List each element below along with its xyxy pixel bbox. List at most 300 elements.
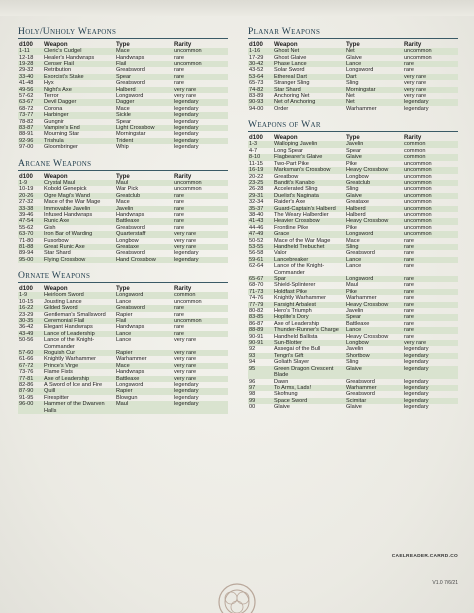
d100-cell: 91-95	[19, 394, 34, 401]
weapon-cell: Star Shard	[273, 87, 345, 93]
d100-cell: 94	[249, 359, 256, 366]
type-cell: Greatsword	[346, 378, 375, 385]
d100-cell: 83-89	[249, 93, 264, 100]
right-column	[248, 26, 458, 418]
table-row	[248, 391, 458, 397]
d100-cell: 81-88	[18, 244, 43, 250]
planar-section	[248, 26, 458, 112]
weapon-cell: Guard-Captain's Halberd	[273, 206, 345, 212]
d100-cell: 17-29	[249, 54, 264, 61]
type-cell: Heavy Crossbow	[345, 302, 403, 308]
type-cell: Glaive	[346, 54, 362, 61]
type-cell: Mace	[116, 105, 130, 112]
weapon-cell: Accelerated Sling	[274, 186, 318, 193]
rarity-cell: uncommon	[404, 211, 432, 218]
d100-cell: 1-11	[18, 48, 43, 54]
rarity-cell: rare	[174, 80, 184, 87]
weapon-cell: Runic Axe	[43, 218, 115, 224]
rarity-cell: uncommon	[174, 298, 202, 305]
table-row	[248, 206, 458, 212]
weapon-cell: Hammer of the Dwarven Halls	[43, 401, 115, 414]
weapon-cell: Handheld Ballista	[274, 333, 318, 340]
type-cell: Net	[346, 93, 355, 100]
type-cell: Heavy Crossbow	[345, 218, 403, 224]
d100-cell: 90-93	[248, 99, 273, 105]
type-cell: Greatsword	[116, 80, 145, 87]
d100-cell: 95-00	[18, 257, 43, 263]
weapon-cell: Long Spear	[274, 147, 303, 154]
column-header-d100: d100	[19, 41, 33, 48]
rarity-cell: uncommon	[404, 224, 432, 231]
d100-cell: 10-19	[19, 186, 34, 193]
arcane-table	[18, 173, 228, 263]
rarity-cell: legendary	[403, 398, 458, 404]
weapon-cell: Raider's Axe	[274, 199, 306, 206]
table-row	[18, 48, 228, 54]
table-row	[248, 99, 458, 105]
d100-cell: 99	[248, 398, 273, 404]
type-cell: Handwraps	[116, 211, 145, 218]
type-cell: Warhammer	[346, 105, 377, 112]
rarity-cell: uncommon	[403, 231, 458, 237]
d100-cell: 83-87	[18, 125, 43, 131]
weapon-cell: Green Dragon Crescent Blade	[273, 366, 345, 379]
rarity-cell: rare	[174, 211, 184, 218]
column-header-type: Type	[116, 172, 130, 180]
type-cell: Maul	[346, 282, 359, 289]
rarity-cell: rare	[403, 289, 458, 295]
rarity-cell: very rare	[173, 350, 228, 356]
weapon-cell: Jousting Lance	[44, 298, 82, 305]
d100-cell: 74-82	[248, 87, 273, 93]
section-title: Weapons of War	[248, 119, 458, 132]
weapon-cell: Knightly Warhammer	[44, 356, 97, 363]
weapon-cell: Trishula	[43, 138, 115, 144]
d100-cell: 80-82	[249, 308, 264, 315]
d100-cell: 30-35	[18, 318, 43, 324]
column-header-d100: d100	[19, 172, 33, 180]
d100-cell: 41-43	[248, 218, 273, 224]
rarity-cell: rare	[173, 305, 228, 311]
rarity-cell: very rare	[173, 231, 228, 237]
rarity-cell: legendary	[174, 394, 199, 401]
weapon-cell: Harbinger	[43, 112, 115, 118]
weapon-cell: Censer Flail	[43, 61, 115, 67]
weapon-cell: Ceremonial Flail	[43, 318, 115, 324]
rarity-cell: legendary	[404, 391, 429, 398]
column-header-rarity: Rarity	[404, 41, 422, 48]
table-row	[248, 263, 458, 276]
table-row	[248, 404, 458, 410]
d100-cell: 95	[248, 366, 273, 379]
weapon-cell: Vampire's End	[43, 125, 115, 131]
holy-unholy-table	[18, 41, 228, 151]
table-row	[18, 250, 228, 256]
column-header-weapon: Weapon	[44, 285, 68, 293]
column-header-rarity: Rarity	[174, 172, 192, 180]
rarity-cell: rare	[403, 257, 458, 263]
weapon-cell: Exorcist's Stake	[43, 74, 115, 80]
type-cell: Greatclub	[115, 193, 173, 199]
d100-cell: 53-55	[248, 244, 273, 250]
type-cell: Greatclub	[345, 180, 403, 186]
d100-cell: 35-37	[248, 206, 273, 212]
weapon-cell: Marksman's Crossbow	[273, 167, 345, 173]
planar-table	[248, 41, 458, 112]
type-cell: Shortbow	[345, 353, 403, 359]
column-header-d100: d100	[249, 134, 263, 142]
rarity-cell: uncommon	[403, 180, 458, 186]
d100-cell: 57-62	[19, 93, 34, 100]
rarity-cell: legendary	[403, 366, 458, 379]
d100-cell: 65-67	[248, 276, 273, 282]
weapon-cell: Infused Handwraps	[44, 211, 93, 218]
weapon-cell: Gilded Sword	[43, 305, 115, 311]
weapon-cell: Mace of the War Mage	[44, 199, 101, 206]
top-decorative-band	[0, 0, 474, 16]
rarity-cell: uncommon	[173, 180, 228, 186]
weapon-cell: Fusorbow	[44, 237, 69, 244]
type-cell: Warhammer	[116, 356, 147, 363]
rarity-cell: rare	[403, 302, 458, 308]
type-cell: Handwraps	[116, 324, 145, 331]
rarity-cell: rare	[404, 333, 414, 340]
d100-cell: 19-28	[18, 61, 43, 67]
d100-cell: 27-32	[19, 199, 34, 206]
rarity-cell: rare	[173, 331, 228, 337]
weapon-cell: Iron Bar of Warding	[43, 231, 115, 237]
rarity-cell: legendary	[404, 359, 429, 366]
rarity-cell: uncommon	[404, 173, 432, 180]
d100-cell: 39-46	[19, 211, 34, 218]
rarity-cell: very rare	[173, 87, 228, 93]
rarity-cell: rare	[403, 276, 458, 282]
type-cell: Javelin	[115, 206, 173, 212]
d100-cell: 61-66	[19, 356, 34, 363]
table-row	[18, 186, 228, 192]
type-cell: Trident	[115, 138, 173, 144]
d100-cell: 56-58	[249, 250, 264, 257]
rarity-cell: common	[404, 147, 426, 154]
type-cell: Rapier	[115, 388, 173, 394]
rarity-cell: uncommon	[403, 218, 458, 224]
type-cell: Spear	[115, 74, 173, 80]
rarity-cell: rare	[404, 320, 414, 327]
rarity-cell: very rare	[174, 369, 197, 376]
d100-cell: 86-87	[249, 320, 264, 327]
column-header-rarity: Rarity	[404, 134, 422, 142]
weapon-cell: Lance of the Knight-Commander	[274, 263, 325, 276]
section-title: Ornate Weapons	[18, 270, 228, 283]
column-header-weapon: Weapon	[274, 41, 298, 48]
type-cell: Sling	[345, 244, 403, 250]
rarity-cell: uncommon	[403, 167, 458, 173]
table-row	[248, 167, 458, 173]
type-cell: Flail	[115, 61, 173, 67]
weapon-cell: Flame Fists	[44, 369, 73, 376]
weapon-cell: Gish	[44, 224, 56, 231]
d100-cell: 10-15	[19, 298, 34, 305]
left-column	[18, 26, 228, 421]
table-row	[248, 174, 458, 180]
d100-cell: 50-56	[19, 337, 34, 344]
rarity-cell: rare	[173, 74, 228, 80]
d100-cell: 49-56	[18, 87, 43, 93]
rarity-cell: rare	[173, 193, 228, 199]
weapon-cell: Phase Lance	[273, 61, 345, 67]
table-row	[248, 231, 458, 237]
column-header-weapon: Weapon	[274, 134, 298, 142]
table-row	[248, 48, 458, 54]
type-cell: Glaive	[345, 154, 403, 160]
d100-cell: 4-7	[249, 147, 258, 154]
d100-cell: 92	[249, 346, 256, 353]
table-header-row	[248, 134, 458, 141]
table-row	[18, 337, 228, 350]
rarity-cell: rare	[173, 206, 228, 212]
d100-cell: 41-48	[19, 80, 34, 87]
weapon-cell: Anchoring Net	[274, 93, 310, 100]
type-cell: Handwraps	[116, 369, 145, 376]
d100-cell: 90-91	[248, 340, 273, 346]
rarity-cell: common	[403, 141, 458, 147]
rarity-cell: legendary	[403, 353, 458, 359]
rarity-cell: rare	[173, 218, 228, 224]
rarity-cell: rare	[403, 327, 458, 333]
table-header-row	[18, 173, 228, 180]
type-cell: Quarterstaff	[115, 231, 173, 237]
weapon-cell: Greatbow	[274, 173, 299, 180]
type-cell: Net	[345, 48, 403, 54]
table-header-row	[18, 41, 228, 48]
rarity-cell: legendary	[173, 388, 228, 394]
weapon-cell: Handheld Trebuchet	[273, 244, 345, 250]
table-row	[18, 257, 228, 263]
type-cell: Warhammer	[346, 295, 377, 302]
type-cell: Battleaxe	[346, 320, 370, 327]
weapon-cell: Great Runic Axe	[43, 244, 115, 250]
type-cell: Lance	[116, 337, 132, 344]
weapon-cell: Farsight Arbalest	[273, 302, 345, 308]
rarity-cell: legendary	[174, 118, 199, 125]
d100-cell: 55-62	[19, 224, 34, 231]
type-cell: Glaive	[345, 366, 403, 379]
type-cell: Maul	[115, 401, 173, 414]
rarity-cell: common	[403, 154, 458, 160]
type-cell: Mace	[346, 237, 360, 244]
weapon-cell: Assegai of the Bull	[274, 346, 321, 353]
rarity-cell: very rare	[174, 237, 197, 244]
weapons-of-war-table	[248, 134, 458, 410]
table-row	[18, 131, 228, 137]
d100-cell: 71-80	[19, 237, 34, 244]
weapon-cell: Retribution	[44, 67, 72, 74]
rarity-cell: uncommon	[173, 48, 228, 54]
weapon-cell: Mace of the War Mage	[274, 237, 331, 244]
rarity-cell: uncommon	[404, 160, 432, 167]
type-cell: Longbow	[346, 173, 369, 180]
d100-cell: 65-73	[249, 80, 264, 87]
type-cell: Heavy Crossbow	[345, 167, 403, 173]
type-cell: Morningstar	[116, 131, 146, 138]
weapon-cell: Skofnung	[274, 391, 298, 398]
d100-cell: 97-00	[19, 144, 34, 151]
type-cell: Morningstar	[345, 87, 403, 93]
weapon-cell: A Sword of Ice and Fire	[44, 382, 103, 389]
rarity-cell: very rare	[174, 356, 197, 363]
rarity-cell: very rare	[173, 244, 228, 250]
type-cell: Pike	[345, 289, 403, 295]
type-cell: Glaive	[345, 193, 403, 199]
weapon-cell: Star Shard	[44, 250, 71, 257]
rarity-cell: legendary	[173, 401, 228, 414]
rarity-cell: very rare	[174, 93, 197, 100]
table-row	[248, 366, 458, 379]
rarity-cell: legendary	[173, 99, 228, 105]
weapon-cell: Axe of Leadership	[43, 376, 115, 382]
rarity-cell: rare	[174, 199, 184, 206]
weapon-cell: Dawn	[274, 378, 289, 385]
d100-cell: 73-77	[18, 112, 43, 118]
type-cell: Mace	[115, 363, 173, 369]
rarity-cell: uncommon	[404, 199, 432, 206]
d100-cell: 88-91	[19, 131, 34, 138]
type-cell: Javelin	[345, 141, 403, 147]
type-cell: Javelin	[346, 308, 364, 315]
type-cell: War Pick	[116, 186, 139, 193]
type-cell: Warhammer	[345, 385, 403, 391]
d100-cell: 8-10	[248, 154, 273, 160]
d100-cell: 63-67	[18, 99, 43, 105]
d100-cell: 96-00	[18, 401, 43, 414]
d100-cell: 89-94	[19, 250, 34, 257]
column-header-type: Type	[116, 285, 130, 293]
weapon-cell: Frontline Pike	[274, 224, 309, 231]
weapon-cell: Crystal Maul	[43, 180, 115, 186]
section-title: Holy/Unholy Weapons	[18, 26, 228, 39]
d100-cell: 90-91	[249, 333, 264, 340]
type-cell: Mace	[115, 48, 173, 54]
rarity-cell: legendary	[174, 382, 199, 389]
rarity-cell: rare	[174, 311, 184, 318]
column-header-rarity: Rarity	[174, 285, 192, 293]
table-row	[18, 99, 228, 105]
rarity-cell: rare	[403, 61, 458, 67]
type-cell: Rapier	[116, 311, 133, 318]
type-cell: Longsword	[115, 292, 173, 298]
weapon-cell: Ethereal Dart	[273, 74, 345, 80]
d100-cell: 36-42	[19, 324, 34, 331]
d100-cell: 92-96	[18, 138, 43, 144]
rarity-cell: legendary	[174, 105, 199, 112]
rarity-cell: uncommon	[173, 318, 228, 324]
d100-cell: 1-16	[248, 48, 273, 54]
type-cell: Lance	[115, 331, 173, 337]
weapon-cell: Night's Axe	[43, 87, 115, 93]
d100-cell: 93	[248, 353, 273, 359]
d100-cell: 00	[249, 404, 256, 411]
rarity-cell: rare	[174, 54, 184, 61]
rarity-cell: uncommon	[403, 193, 458, 199]
d100-cell: 38-40	[249, 211, 264, 218]
weapon-cell: Stranger Sling	[274, 80, 310, 87]
table-row	[248, 379, 458, 385]
table-row	[248, 106, 458, 112]
type-cell: Longbow	[345, 340, 403, 346]
d100-cell: 59-61	[248, 257, 273, 263]
type-cell: Longsword	[116, 93, 144, 100]
d100-cell: 88-89	[248, 327, 273, 333]
type-cell: Mace	[116, 199, 130, 206]
table-row	[18, 112, 228, 118]
d100-cell: 1-3	[248, 141, 273, 147]
type-cell: Dart	[345, 74, 403, 80]
type-cell: Pike	[346, 224, 357, 231]
weapon-cell: Solar Sword	[274, 67, 305, 74]
rarity-cell: rare	[174, 224, 184, 231]
d100-cell: 23-25	[248, 180, 273, 186]
d100-cell: 77-81	[18, 376, 43, 382]
table-row	[248, 199, 458, 205]
rarity-cell: legendary	[404, 105, 429, 112]
weapon-cell: To Arms, Lads!	[273, 385, 345, 391]
d100-cell: 16-19	[248, 167, 273, 173]
weapon-cell: Hoplite's Dory	[273, 314, 345, 320]
d100-cell: 50-52	[249, 237, 264, 244]
d100-cell: 77-79	[248, 302, 273, 308]
d100-cell: 47-49	[248, 231, 273, 237]
weapon-cell: Axe of Leadership	[274, 320, 320, 327]
weapon-cell: Mourning Star	[44, 131, 80, 138]
holy-unholy-section	[18, 26, 228, 151]
d100-cell: 29-32	[19, 67, 34, 74]
column-header-weapon: Weapon	[44, 172, 68, 180]
d100-cell: 62-64	[249, 263, 264, 270]
type-cell: Sickle	[115, 112, 173, 118]
type-cell: Whip	[116, 144, 129, 151]
rarity-cell: uncommon	[403, 48, 458, 54]
rarity-cell: legendary	[403, 99, 458, 105]
weapon-cell: Devil Dagger	[43, 99, 115, 105]
rarity-cell: rare	[174, 324, 184, 331]
weapon-cell: Ghost Net	[273, 48, 345, 54]
type-cell: Sling	[346, 359, 359, 366]
table-row	[18, 144, 228, 150]
rarity-cell: legendary	[173, 257, 228, 263]
rarity-cell: very rare	[404, 80, 427, 87]
weapon-cell: Net of Anchoring	[273, 99, 345, 105]
weapon-cell: Hero's Triumph	[274, 308, 312, 315]
type-cell: Handwraps	[116, 54, 145, 61]
weapon-cell: Tengri's Gift	[273, 353, 345, 359]
rarity-cell: legendary	[174, 144, 199, 151]
weapon-cell: Corona	[44, 105, 63, 112]
column-header-d100: d100	[19, 285, 33, 293]
table-row	[18, 388, 228, 394]
table-row	[248, 186, 458, 192]
type-cell: Spear	[345, 314, 403, 320]
column-header-rarity: Rarity	[174, 41, 192, 48]
weapon-cell: Terror	[44, 93, 59, 100]
weapon-cell: Grace	[273, 231, 345, 237]
weapon-cell: Lance of the Knight-Commander	[44, 337, 95, 350]
rarity-cell: rare	[404, 263, 414, 270]
type-cell: Dagger	[115, 99, 173, 105]
type-cell: Pike	[346, 160, 357, 167]
d100-cell: 43-52	[249, 67, 264, 74]
d100-cell: 78-82	[19, 118, 34, 125]
weapon-cell: Gentleman's Smallsword	[44, 311, 106, 318]
